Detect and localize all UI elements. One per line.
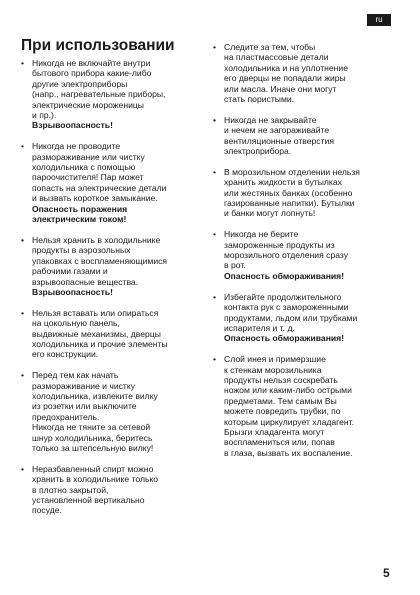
bullet-icon: • — [213, 114, 217, 125]
item-text: Слой инея и примерзшие к стенкам морозильника продукты нельзя соскребать ножом или каким-либо острыми предметами. Тем самым Вы можете повредить трубки, по которым циркулирует хладагент. Брызги хладагента могут воспламениться или, попав в глаза, вызвать их воспаление. — [224, 354, 355, 458]
bullet-icon: • — [21, 141, 25, 152]
warning-text: Опасность обмораживания! — [224, 333, 345, 344]
bullet-item — [21, 464, 205, 516]
bullet-item — [213, 42, 403, 104]
bullet-icon: • — [21, 234, 25, 245]
bullet-icon: • — [21, 307, 25, 318]
item-text: Никогда не берите замороженные продукты из морозильного отделения сразу в рот. — [224, 229, 349, 271]
warning-text: Взрывоопасность! — [32, 120, 113, 131]
item-text: Нельзя вставать или опираться на цокольную панель, выдвижные механизмы, дверцы холодильника и прочие элементы его конструкции. — [32, 307, 168, 360]
bullet-item — [213, 167, 403, 219]
language-badge: ru — [367, 14, 391, 26]
item-text: Нельзя хранить в холодильнике продукты в аэрозольных упаковках с воспламеняющимися рабочими газами и взрывоопасные вещества. — [32, 234, 168, 287]
bullet-icon: • — [21, 370, 25, 381]
bullet-item — [21, 308, 205, 360]
bullet-icon: • — [213, 42, 217, 52]
item-text: Перед тем как начать размораживание и чистку холодильника, извлеките вилку из розетки или выключите предохранитель. Никогда не тяните за сетевой шнур холодильника, беритесь только за штепсельную вилку! — [32, 370, 158, 453]
bullet-item — [21, 235, 205, 297]
bullet-icon: • — [213, 291, 217, 302]
bullet-item — [213, 292, 403, 344]
item-text: Избегайте продолжительного контакта рук с замороженными продуктами, льдом или трубками испарителя и т. д. — [224, 291, 358, 333]
bullet-item — [213, 229, 403, 281]
warning-text: Взрывоопасность! — [32, 286, 113, 297]
bullet-icon: • — [213, 166, 217, 177]
bullet-item — [21, 141, 205, 224]
bullet-icon: • — [21, 58, 25, 68]
item-text: Никогда не закрывайте и нечем не загораживайте вентиляционные отверстия электроприбора. — [224, 114, 334, 157]
item-text: В морозильном отделении нельзя хранить жидкости в бутылках или жестяных банках (особенно газированные напитки). Бутылки и банки могут лопнуть! — [224, 166, 360, 219]
left-column — [21, 58, 205, 526]
bullet-item — [21, 58, 205, 131]
item-text: Никогда не включайте внутри бытового прибора какие-либо другие электроприборы (напр., нагревательные приборы, электрические мороженицы и пр.). — [32, 58, 166, 121]
section-title: При использовании — [21, 37, 175, 54]
item-text: Следите за тем, чтобы на пластмассовые детали холодильника и на уплотнение его дверцы не попадали жиры или масла. Иначе они могут стать пористыми. — [224, 42, 349, 105]
bullet-item — [213, 354, 403, 458]
right-column — [213, 42, 403, 469]
item-text: Никогда не проводите размораживание или чистку холодильника с помощью пароочистителя! Пар может попасть на электрические детали и вызвать короткое замыкание. — [32, 141, 167, 204]
bullet-icon: • — [21, 463, 25, 474]
warning-text: Опасность поражения электрическим током! — [32, 203, 128, 225]
bullet-item — [21, 370, 205, 453]
warning-text: Опасность обмораживания! — [224, 270, 345, 281]
bullet-icon: • — [213, 354, 217, 365]
page-number: 5 — [383, 566, 390, 580]
bullet-item — [213, 115, 403, 157]
item-text: Неразбавленный спирт можно хранить в холодильнике только в плотно закрытой, установленной вертикально посуде. — [32, 463, 159, 516]
bullet-icon: • — [213, 229, 217, 240]
